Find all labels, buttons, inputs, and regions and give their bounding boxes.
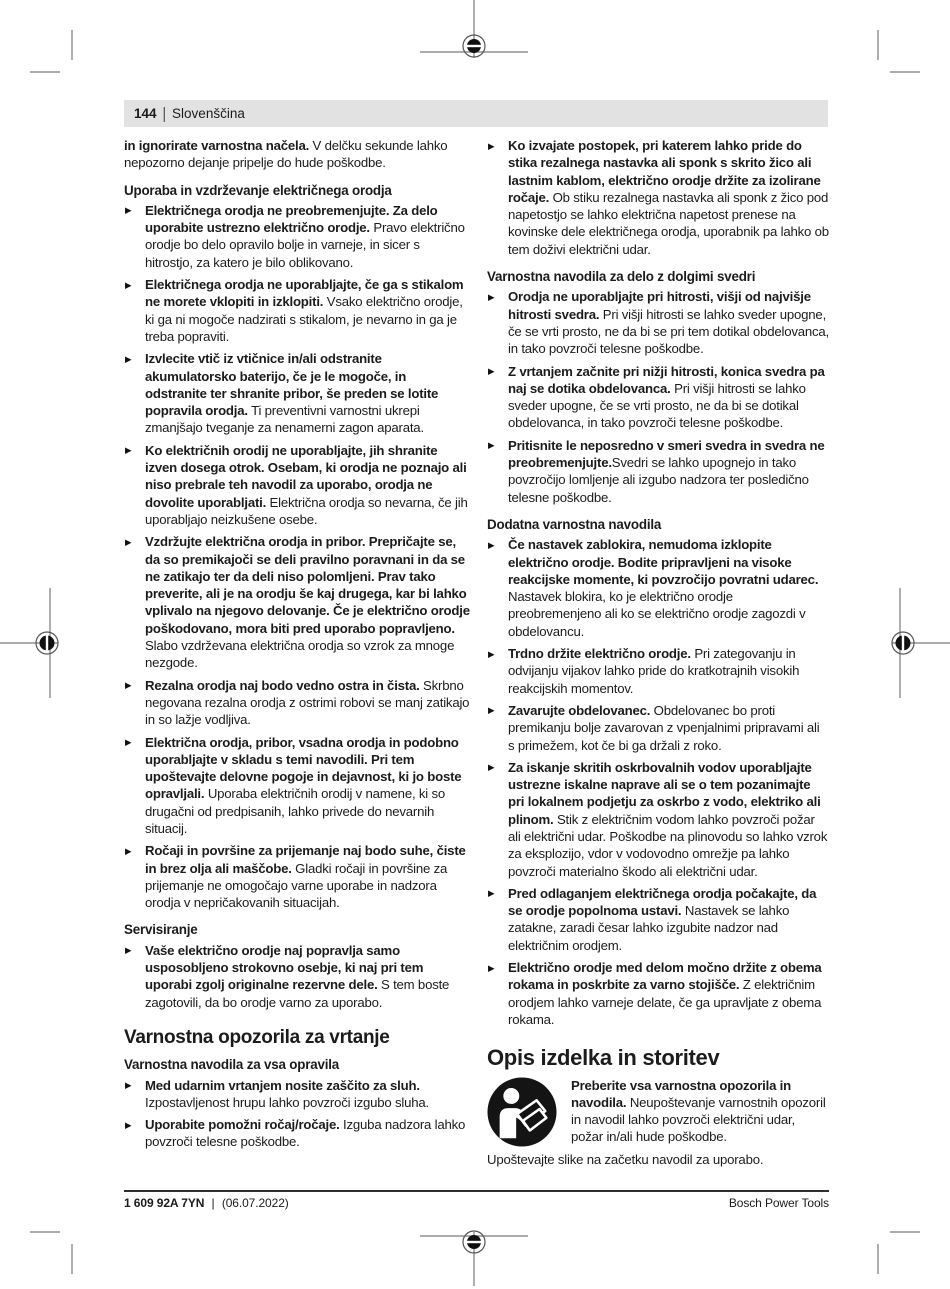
- bullet-icon: ▶: [125, 353, 132, 364]
- bullet-icon: ▶: [125, 1080, 132, 1091]
- right-column: [487, 137, 829, 1173]
- registration-target-left: [36, 632, 58, 654]
- bullet-item: [124, 533, 471, 671]
- bullet-icon: ▶: [488, 962, 495, 973]
- bullet-icon: ▶: [488, 539, 495, 550]
- paragraph: in ignorirate varnostna načela. V delčku sekunde lahko nepozorno dejanje pripelje do hude poškodbe.: [124, 138, 448, 171]
- bullet-item: [124, 677, 471, 729]
- bullet-item: [124, 1077, 471, 1112]
- page-number: 144: [134, 106, 157, 121]
- subheading: Varnostna navodila za delo z dolgimi svedri: [487, 269, 756, 285]
- bullet-item: [124, 942, 471, 1011]
- bullet-item: [124, 842, 471, 911]
- registration-target-top: [463, 35, 485, 57]
- bullet-icon: ▶: [125, 845, 132, 856]
- product-description-section: [487, 1045, 829, 1168]
- paragraph: Z vrtanjem začnite pri nižji hitrosti, konica svedra pa naj se dotika obdelovanca. Pri višji hitrosti se lahko sveder upogne, če se vrti prosto, ne da bi se dotikal obdelovanca, in tako povzroči telesne poškodbe.: [508, 363, 825, 431]
- paragraph: Če nastavek zablokira, nemudoma izklopite električno orodje. Bodite pripravljeni na visoke reakcijske momente, ki povzročijo povratni udarec. Nastavek blokira, ko je električno orodje preobremenjeno ali ko se električno orodje zagozdi v obdelovancu.: [508, 537, 819, 639]
- paragraph: Orodja ne uporabljajte pri hitrosti, višji od najvišje hitrosti svedra. Pri višji hitrosti se lahko sveder upogne, če se vrti prosto, ne da bi se pri tem dotikal obdelovanca, in tako povzroči telesne poškodbe.: [508, 289, 829, 357]
- bullet-icon: ▶: [488, 366, 495, 377]
- paragraph: Električno orodje med delom močno držite z obema rokama in poskrbite za varno stojišče. Z električnim orodjem lahko varneje delate, če ga upravljate z obema rokama.: [508, 960, 822, 1027]
- paragraph: Ko električnih orodij ne uporabljajte, jih shranite izven dosega otrok. Osebam, ki orodja ne poznajo ali niso prebrale teh navodil za uporabo, orodja ne dovolite uporabljati. Električna orodja so nevarna, če jih uporabljajo neizkušene osebe.: [145, 442, 468, 527]
- footer-left: [124, 1196, 289, 1210]
- section-heading-product: Opis izdelka in storitev: [487, 1045, 720, 1071]
- paragraph: Uporabite pomožni ročaj/ročaje. Izguba nadzora lahko povzroči telesne poškodbe.: [145, 1117, 466, 1150]
- header-separator: |: [162, 104, 167, 123]
- left-column: [124, 137, 471, 1156]
- paragraph: Zavarujte obdelovanec. Obdelovanec bo proti premikanju bolje zavarovan z vpenjalnimi pripravami ali s primežem, kot če bi ga držali z roko.: [508, 702, 820, 753]
- bullet-icon: ▶: [125, 1119, 132, 1130]
- document-number: 1 609 92A 7YN: [124, 1196, 205, 1210]
- bullet-item: [487, 536, 829, 640]
- bullet-item: [124, 276, 471, 345]
- subheading: Dodatna varnostna navodila: [487, 516, 662, 532]
- bullet-item: [124, 442, 471, 528]
- bullet-icon: ▶: [125, 680, 132, 691]
- bullet-item: [124, 202, 471, 271]
- bullet-item: [487, 363, 829, 432]
- bullet-item: [124, 350, 471, 436]
- bullet-icon: ▶: [125, 737, 132, 747]
- paragraph: Izvlecite vtič iz vtičnice in/ali odstranite akumulatorsko baterijo, če je le mogoče, in odstranite ter shranite pribor, še preden se lotite popravila orodja. Ti preventivni varnostni ukrepi zmanjšajo tveganje za nenamerni zagon aparata.: [145, 351, 439, 436]
- bullet-icon: ▶: [125, 205, 132, 216]
- figures-note: Upoštevajte slike na začetku navodil za uporabo.: [487, 1151, 764, 1167]
- bullet-item: [487, 288, 829, 357]
- subheading: Uporaba in vzdrževanje električnega orodja: [124, 182, 392, 198]
- bullet-icon: ▶: [125, 536, 132, 547]
- paragraph: Vaše električno orodje naj popravlja samo usposobljeno strokovno osebje, ki naj pri tem uporabi zgolj originalne rezervne dele. S tem boste zagotovili, da bo orodje varno za uporabo.: [145, 942, 450, 1010]
- read-manual-icon: [487, 1077, 557, 1147]
- paragraph: Ročaji in površine za prijemanje naj bodo suhe, čiste in brez olja ali maščobe. Gladki ročaji in površine za prijemanje ne omogočajo varne uporabe in nadzora orodja v nepričakovanih situacijah.: [145, 843, 466, 911]
- page-header: [124, 100, 828, 127]
- bullet-icon: ▶: [488, 762, 495, 773]
- bullet-item: [124, 1116, 471, 1151]
- bullet-item: [124, 734, 471, 838]
- registration-target-bottom: [463, 1231, 485, 1253]
- paragraph: Vzdržujte električna orodja in pribor. Prepričajte se, da so premikajoči se deli pravilno poravnani in da se ne zatikajo ter da deli niso polomljeni. Prav tako preverite, ali je na orodju še kaj drugega, kar bi lahko vplivalo na njegovo delovanje. Če je električno orodje poškodovano, mora biti pred uporabo popravljeno. Slabo vzdrževana električna orodja so vzrok za mnoge nezgode.: [145, 534, 470, 671]
- subheading: Servisiranje: [124, 922, 198, 938]
- bullet-item: [487, 885, 829, 954]
- registration-target-right: [892, 632, 914, 654]
- left-column-blocks: [124, 137, 471, 1151]
- footer-date: (06.07.2022): [221, 1196, 289, 1210]
- bullet-item: [487, 959, 829, 1028]
- paragraph: Pritisnite le neposredno v smeri svedra in svedra ne preobremenjujte.Svedri se lahko upognejo in tako povzročijo lomljenje ali izgubo nadzora ter posledično telesne poškodbe.: [508, 437, 825, 505]
- bullet-icon: ▶: [125, 279, 132, 290]
- footer-rule: [124, 1190, 829, 1192]
- bullet-icon: ▶: [488, 648, 495, 659]
- right-column-blocks: [487, 137, 829, 1028]
- bullet-icon: ▶: [488, 440, 495, 451]
- bullet-icon: ▶: [125, 945, 132, 956]
- paragraph: Za iskanje skritih oskrbovalnih vodov uporabljajte ustrezne iskalne naprave ali se o tem pozanimajte pri lokalnem podjetju za oskrbo z vodo, elektriko ali plinom. Stik z električnim vodom lahko povzroči požar ali električni udar. Poškodbe na plinovodu so lahko vzrok za eksplozijo, vdor v vodovodno omrežje pa lahko povzroči materialno škodo ali električni udar.: [508, 759, 828, 879]
- bullet-icon: ▶: [488, 888, 495, 899]
- bullet-item: [487, 645, 829, 697]
- bullet-item: [487, 702, 829, 754]
- bullet-item: [487, 759, 829, 880]
- bullet-item: [487, 437, 829, 506]
- bullet-icon: ▶: [488, 291, 495, 302]
- paragraph: Trdno držite električno orodje. Pri zategovanju in odvijanju vijakov lahko pride do kratkotrajnih visokih reakcijskih momentov.: [508, 646, 800, 696]
- bullet-icon: ▶: [125, 445, 132, 456]
- paragraph: Električna orodja, pribor, vsadna orodja in podobno uporabljajte v skladu s temi navodili. Pri tem upoštevajte delovne pogoje in dejavnost, ki jo boste opravljali. Uporaba električnih orodij v namene, ki so drugačni od predpisanih, lahko privede do nevarnih situacij.: [145, 734, 462, 836]
- page-footer: [124, 1196, 829, 1210]
- bullet-item: [487, 137, 829, 258]
- footer-separator: |: [211, 1196, 215, 1210]
- paragraph: Ko izvajate postopek, pri katerem lahko pride do stika rezalnega nastavka ali sponk s skrito žico ali lastnim kablom, električno orodje držite za izolirane ročaje. Ob stiku rezalnega nastavka ali sponk z žico pod napetostjo se lahko električna napetost prenese na kovinske dele električnega orodja, uporabnik pa lahko ob tem doživi električni udar.: [508, 138, 829, 257]
- section-heading: Varnostna opozorila za vrtanje: [124, 1026, 390, 1048]
- subheading: Varnostna navodila za vsa opravila: [124, 1057, 339, 1073]
- header-language: Slovenščina: [172, 106, 245, 121]
- bullet-icon: ▶: [488, 140, 495, 151]
- paragraph: Rezalna orodja naj bodo vedno ostra in čista. Skrbno negovana rezalna orodja z ostrimi robovi se manj zatikajo in so lažje vodljiva.: [145, 677, 470, 728]
- bullet-icon: ▶: [488, 705, 495, 716]
- paragraph: Pred odlaganjem električnega orodja počakajte, da se orodje popolnoma ustavi. Nastavek se lahko zatakne, zaradi česar lahko izgubite nadzor nad električnim orodjem.: [508, 885, 817, 953]
- paragraph: Med udarnim vrtanjem nosite zaščito za sluh. Izpostavljenost hrupu lahko povzroči izgubo sluha.: [145, 1077, 429, 1110]
- read-manual-text: Preberite vsa varnostna opozorila in navodila. Neupoštevanje varnostnih opozoril in navodil lahko povzroči električni udar, požar in/ali hude poškodbe.: [571, 1077, 826, 1145]
- footer-brand: Bosch Power Tools: [728, 1196, 829, 1210]
- paragraph: Električnega orodja ne preobremenjujte. Za delo uporabite ustrezno električno orodje. Pravo električno orodje bo delo opravilo bolje in varneje, in sicer s hitrostjo, za katero je bilo oblikovano.: [145, 202, 465, 270]
- read-manual-note: [487, 1077, 829, 1147]
- paragraph: Električnega orodja ne uporabljajte, če ga s stikalom ne morete vklopiti in izklopiti. Vsako električno orodje, ki ga ni mogoče nadzirati s stikalom, je nevarno in ga je treba popraviti.: [145, 277, 464, 344]
